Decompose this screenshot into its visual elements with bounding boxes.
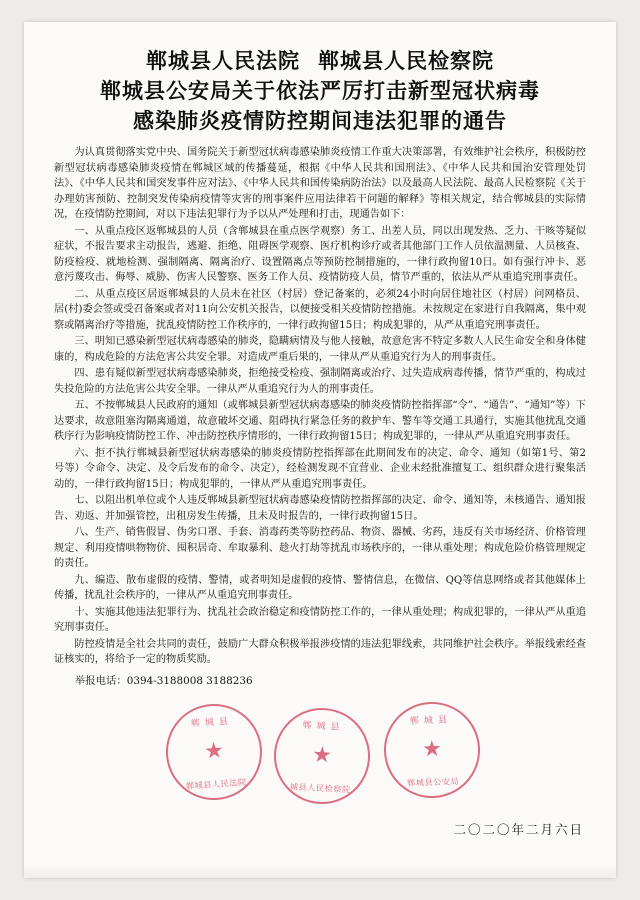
paragraph-item-6: 六、拒不执行郸城县新型冠状病毒感染的肺炎疫情防控指挥部在此期间发布的决定、命令、通知（如第1号、第2号等）令命令、决定、及令后发布的命令、决定），经检测发现不宜营业、企业未经批准擅复工、组织群众进行聚集活动的，一律行政拘留15日；构成犯罪的，一律从严从重追究刑事责任。: [54, 447, 586, 490]
procuratorate-seal-top-text: 郸城县: [302, 720, 345, 733]
paragraph-item-4: 四、患有疑似新型冠状病毒感染肺炎，拒绝接受检疫、强制隔离或治疗、过失造成病毒传播，情节严重的，构成过失投危险的方法危害公共安全罪。一律从严从重追究行为人的刑事责任。: [54, 368, 586, 395]
court-seal: [163, 701, 265, 803]
title-line-3: 感染肺炎疫情防控期间违法犯罪的通告: [133, 107, 507, 133]
paragraph-preamble: 为认真贯彻落实党中央、国务院关于新型冠状病毒感染肺炎疫情工作重大决策部署，有效维护社会秩序，积极防控新型冠状病毒感染肺炎疫情在郸城区域的传播蔓延，根据《中华人民共和国刑法》、《中华人民共和国治安管理处罚法》、《中华人民共和国突发事件应对法》、《中华人民共和国传染病防治法》以及最高人民法院、最高人民检察院《关于办理妨害预防、控制突发传染病疫情等灾害的刑事案件应用法律若干问题的解释》等相关规定，结合郸城县的实际情况，在疫情防控期间，对以下违法犯罪行为予以从严处理和打击，现通告如下：: [54, 147, 586, 221]
document-body: [54, 145, 586, 689]
star-icon: ★: [421, 736, 443, 763]
paragraph-item-1: 一、从重点疫区返郸城县的人员（含郸城县在重点医学观察）务工、出差人员，同以出现发热、乏力、干咳等疑似症状，不报告要求主动报告，逃避、拒绝、阻碍医学观察、医疗机构诊疗或者其他部门工作人员依温测量、人员核查、防疫检疫、就地检测、强制隔离、隔离治疗、设置隔离点等预防控制措施的，一律行政拘留10日。如有强行冲卡、恶意污蔑攻击、侮辱、威胁、伤害人民警察、医务工作人员、疫情防疫人员，情节严重的，依法从严从重追究刑事责任。: [54, 225, 586, 284]
paragraph-item-9: 九、编造、散布虚假的疫情、警情，或者明知是虚假的疫情、警情信息，在微信、QQ等信息网络或者其他媒体上传播，扰乱社会秩序的，一律从严从重追究刑事责任。: [54, 574, 586, 602]
report-hotline: 举报电话：0394-3188008 3188236: [74, 674, 253, 687]
paragraph-item-7: 七、以阻出机单位或个人违反郸城县新型冠状病毒感染疫情防控指挥部的决定、命令、通知等，未核通告、通知报告、劝返、并加强管控，出租房发生传播，且未及时报告的，一律行政拘留15日。: [54, 495, 586, 522]
document-date: 二〇二〇年二月六日: [453, 822, 584, 837]
paragraph-item-10: 十、实施其他违法犯罪行为、扰乱社会政治稳定和疫情防控工作的，一律从重处理；构成犯罪的，一律从严从重追究刑事责任。: [54, 606, 586, 634]
document-content: [54, 46, 586, 854]
paragraph-item-3: 三、明知已感染新型冠状病毒感染的肺炎，隐瞒病情及与他人接触，故意危害不特定多数人人民生命安全和身体健康的，构成危险的方法危害公共安全罪。对造成严重后果的，一律从严从重追究行为人的刑事责任。: [54, 336, 586, 363]
document-paper: [24, 22, 616, 878]
police-seal: [382, 700, 481, 799]
star-icon: ★: [311, 742, 333, 769]
police-seal-top-text: 郸城县: [409, 715, 453, 727]
paragraph-item-8: 八、生产、销售假冒、伪劣口罩、手套、消毒药类等防控药品、物资、器械、劣药，违反有关市场经济、价格管理规定、利用疫情哄物物价、囤积居奇、牟取暴利、趁火打劫等扰乱市场秩序的，一律从重处理；构成危险价格管理规定的责任。: [54, 527, 586, 570]
court-seal-top-text: 郸城县: [190, 716, 234, 730]
paragraph-item-2: 二、从重点疫区居返郸城县的人员未在社区（村居）登记备案的，必须24小时向居住地社区（村居）问网格员、居(村)委会签或受召备案或者对11向公安机关报告，以便接受相关疫情防控措施。未按规定在家进行自我隔离，集中观察或隔离治疗等措施，扰乱疫情防控工作秩序的，一律行政拘留15日；构成犯罪的，从严从重追究刑事责任。: [54, 288, 586, 331]
paragraph-closing: 防控疫情是全社会共同的责任，鼓励广大群众积极举报涉疫情的违法犯罪线索，共同维护社会秩序。举报线索经查证核实的，将给予一定的物质奖励。: [54, 638, 586, 666]
title-court: 郸城县人民法院: [146, 48, 300, 73]
procuratorate-seal: [272, 705, 373, 806]
title-line-1: [54, 46, 586, 76]
star-icon: ★: [203, 738, 225, 765]
paper-bottom-shadow: [24, 864, 616, 878]
document-title: [54, 46, 586, 135]
procuratorate-seal-bottom-text: 城县人民检察院: [289, 781, 351, 795]
title-line-2: 郸城县公安局关于依法严厉打击新型冠状病毒: [100, 77, 540, 103]
seal-group: [54, 696, 586, 808]
court-seal-bottom-text: 郸城县人民法院: [185, 776, 247, 791]
police-seal-bottom-text: 郸城县公安局: [406, 775, 460, 788]
title-procuratorate: 郸城县人民检察院: [318, 48, 494, 73]
paragraph-item-5: 五、不按郸城县人民政府的通知（或郸城县新型冠状病毒感染的肺炎疫情防控指挥部“令”、“通告”、“通知”等）下达要求，故意阻塞沟隔离通道，故意破坏交通、阻碍执行紧急任务的救护车、警车等交通工具通行，实施其他扰乱交通秩序行为影响疫情防控工作、冲击防控秩序情形的，一律行政拘留15日；构成犯罪的，一律从严从重追究刑事责任。: [54, 400, 586, 443]
